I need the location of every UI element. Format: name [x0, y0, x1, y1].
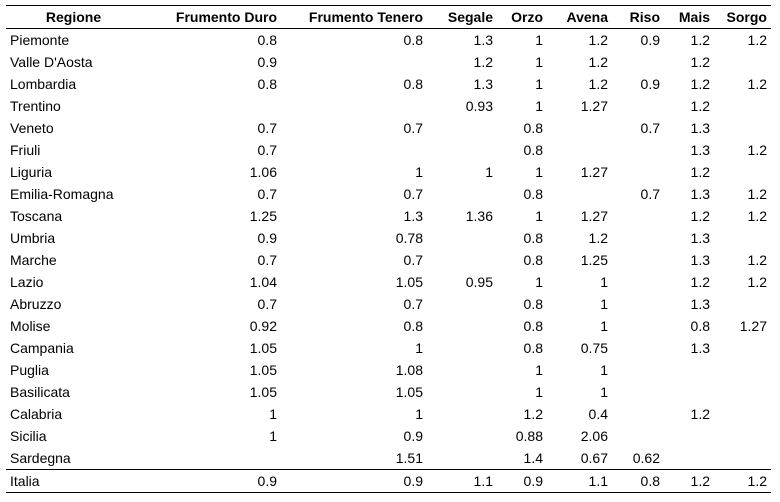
value-cell: 0.8 [257, 32, 277, 48]
value-cell [427, 227, 497, 249]
value-cell: 1.3 [690, 340, 710, 356]
value-cell [664, 381, 714, 403]
value-cell: 0.7 [403, 296, 423, 312]
value-cell [281, 95, 427, 117]
value-cell: 1.2 [747, 32, 767, 48]
value-cell: 1.2 [588, 230, 608, 246]
value-cell [141, 447, 281, 470]
value-cell: 0.7 [403, 252, 423, 268]
value-cell: 0.95 [465, 274, 493, 290]
value-cell: 1.2 [747, 252, 767, 268]
value-cell: 1.3 [690, 230, 710, 246]
value-cell: 1.2 [473, 54, 493, 70]
value-cell: 1.3 [473, 76, 493, 92]
table-row [6, 403, 771, 425]
value-cell: 1.3 [690, 252, 710, 268]
region-name-cell: Umbria [10, 230, 56, 246]
data-table-container [6, 5, 771, 493]
value-cell: 0.7 [257, 142, 277, 158]
value-cell [612, 227, 664, 249]
value-cell [714, 447, 771, 470]
value-cell: 1.05 [249, 384, 277, 400]
value-cell [547, 183, 612, 205]
value-cell [612, 425, 664, 447]
table-row [6, 359, 771, 381]
value-cell [612, 139, 664, 161]
region-name-cell: Valle D'Aosta [10, 54, 93, 70]
table-row [6, 205, 771, 227]
value-cell: 1.3 [690, 296, 710, 312]
value-cell: 1.04 [249, 274, 277, 290]
value-cell [714, 95, 771, 117]
value-cell: 1.3 [690, 120, 710, 136]
table-row [6, 271, 771, 293]
table-row [6, 139, 771, 161]
value-cell: 0.78 [395, 230, 423, 246]
value-cell: 1 [535, 384, 543, 400]
value-cell: 0.8 [523, 230, 543, 246]
value-cell: 0.88 [515, 428, 543, 444]
total-value-cell: 1.1 [588, 473, 608, 489]
region-name-cell: Lazio [10, 274, 44, 290]
column-header: Frumento Duro [175, 9, 277, 25]
value-cell [664, 425, 714, 447]
value-cell: 1.2 [747, 274, 767, 290]
value-cell: 1 [600, 384, 608, 400]
value-cell [427, 117, 497, 139]
value-cell: 0.8 [403, 76, 423, 92]
value-cell: 1.2 [690, 98, 710, 114]
value-cell: 1.2 [747, 142, 767, 158]
total-row [6, 470, 771, 493]
value-cell: 1 [415, 164, 423, 180]
value-cell: 1.2 [690, 76, 710, 92]
value-cell: 1.2 [690, 54, 710, 70]
region-name-cell: Abruzzo [10, 296, 62, 312]
value-cell: 0.67 [580, 450, 608, 466]
value-cell [427, 359, 497, 381]
value-cell [714, 293, 771, 315]
value-cell: 0.4 [588, 406, 608, 422]
value-cell: 0.8 [523, 318, 543, 334]
value-cell: 0.9 [257, 230, 277, 246]
value-cell: 0.7 [257, 120, 277, 136]
value-cell: 1 [535, 164, 543, 180]
column-header: Sorgo [726, 9, 767, 25]
value-cell: 1 [600, 274, 608, 290]
region-name-cell: Molise [10, 318, 51, 334]
value-cell: 1.2 [523, 406, 543, 422]
value-cell [427, 425, 497, 447]
value-cell: 2.06 [580, 428, 608, 444]
region-name-cell: Sicilia [10, 428, 47, 444]
value-cell [714, 425, 771, 447]
value-cell: 1.27 [580, 208, 608, 224]
table-row [6, 227, 771, 249]
value-cell: 0.7 [257, 296, 277, 312]
table-row [6, 337, 771, 359]
value-cell [547, 117, 612, 139]
region-name-cell: Veneto [10, 120, 54, 136]
value-cell: 1 [415, 340, 423, 356]
value-cell [664, 359, 714, 381]
total-value-cell: 1.2 [690, 473, 710, 489]
value-cell: 0.8 [523, 186, 543, 202]
value-cell: 0.7 [640, 186, 660, 202]
value-cell: 1.2 [588, 54, 608, 70]
table-body [6, 29, 771, 493]
value-cell: 0.8 [690, 318, 710, 334]
table-row [6, 73, 771, 95]
value-cell [714, 227, 771, 249]
value-cell [281, 51, 427, 73]
column-header: Mais [678, 9, 710, 25]
value-cell: 1 [600, 296, 608, 312]
value-cell: 1 [485, 164, 493, 180]
value-cell [547, 139, 612, 161]
value-cell: 0.7 [257, 186, 277, 202]
value-cell: 1.36 [465, 208, 493, 224]
value-cell: 1 [269, 406, 277, 422]
value-cell [427, 403, 497, 425]
total-value-cell: 0.9 [257, 473, 277, 489]
table-row [6, 29, 771, 52]
table-row [6, 161, 771, 183]
region-name-cell: Emilia-Romagna [10, 186, 114, 202]
region-name-cell: Marche [10, 252, 57, 268]
region-name-cell: Friuli [10, 142, 41, 158]
value-cell [612, 359, 664, 381]
table-row [6, 183, 771, 205]
value-cell: 0.8 [523, 142, 543, 158]
value-cell [612, 403, 664, 425]
value-cell: 1.05 [395, 274, 423, 290]
value-cell [714, 381, 771, 403]
region-name-cell: Toscana [10, 208, 63, 224]
value-cell: 1 [269, 428, 277, 444]
value-cell [427, 447, 497, 470]
value-cell [141, 95, 281, 117]
value-cell: 1.2 [747, 186, 767, 202]
value-cell: 0.9 [640, 32, 660, 48]
value-cell [427, 381, 497, 403]
value-cell [427, 337, 497, 359]
value-cell: 1.3 [403, 208, 423, 224]
region-name-cell: Sardegna [10, 450, 71, 466]
value-cell: 1.4 [523, 450, 543, 466]
value-cell [612, 381, 664, 403]
table-row [6, 249, 771, 271]
total-value-cell: 0.9 [403, 473, 423, 489]
total-value-cell: 0.9 [523, 473, 543, 489]
value-cell: 0.7 [403, 120, 423, 136]
value-cell: 0.8 [403, 32, 423, 48]
value-cell [612, 337, 664, 359]
value-cell: 1 [535, 362, 543, 378]
value-cell: 0.62 [632, 450, 660, 466]
value-cell [427, 139, 497, 161]
value-cell [281, 139, 427, 161]
value-cell [612, 205, 664, 227]
value-cell [612, 51, 664, 73]
value-cell [714, 51, 771, 73]
value-cell: 0.75 [580, 340, 608, 356]
value-cell: 0.9 [640, 76, 660, 92]
value-cell [714, 359, 771, 381]
value-cell: 0.7 [257, 252, 277, 268]
value-cell: 1 [535, 98, 543, 114]
value-cell: 1 [535, 76, 543, 92]
value-cell: 1 [535, 274, 543, 290]
region-name-cell: Basilicata [10, 384, 70, 400]
value-cell: 1 [535, 32, 543, 48]
value-cell: 1.05 [249, 362, 277, 378]
region-name-cell: Campania [10, 340, 74, 356]
value-cell [427, 183, 497, 205]
region-name-cell: Calabria [10, 406, 63, 422]
value-cell: 0.8 [523, 296, 543, 312]
value-cell: 0.8 [403, 318, 423, 334]
value-cell: 1.27 [580, 164, 608, 180]
value-cell: 1.05 [395, 384, 423, 400]
table-row [6, 293, 771, 315]
table-row [6, 381, 771, 403]
table-row [6, 425, 771, 447]
value-cell: 1.08 [395, 362, 423, 378]
value-cell: 1.3 [690, 186, 710, 202]
value-cell [612, 95, 664, 117]
value-cell: 0.8 [523, 120, 543, 136]
value-cell: 1.2 [690, 164, 710, 180]
value-cell: 1.2 [690, 406, 710, 422]
value-cell: 1 [415, 406, 423, 422]
total-label-cell: Italia [10, 473, 40, 489]
column-header: Segale [447, 9, 493, 25]
region-name-cell: Liguria [10, 164, 53, 180]
value-cell: 1.27 [739, 318, 767, 334]
value-cell: 0.7 [640, 120, 660, 136]
value-cell: 0.92 [249, 318, 277, 334]
value-cell [612, 315, 664, 337]
column-header: Orzo [511, 9, 543, 25]
column-header: Avena [566, 9, 608, 25]
value-cell [427, 315, 497, 337]
value-cell: 1 [600, 362, 608, 378]
value-cell: 1.3 [690, 142, 710, 158]
value-cell [612, 161, 664, 183]
value-cell [664, 447, 714, 470]
column-header: Regione [45, 9, 102, 25]
value-cell: 0.93 [465, 98, 493, 114]
value-cell: 1.27 [580, 98, 608, 114]
value-cell: 1.25 [580, 252, 608, 268]
table-row [6, 51, 771, 73]
value-cell: 1.25 [249, 208, 277, 224]
value-cell: 0.7 [403, 186, 423, 202]
value-cell [427, 293, 497, 315]
total-value-cell: 1.1 [473, 473, 493, 489]
region-name-cell: Lombardia [10, 76, 77, 92]
value-cell: 0.9 [257, 54, 277, 70]
table-row [6, 315, 771, 337]
value-cell: 1.3 [473, 32, 493, 48]
value-cell: 1.2 [588, 32, 608, 48]
value-cell [612, 293, 664, 315]
table-header-row [6, 6, 771, 29]
value-cell [714, 403, 771, 425]
value-cell: 1.2 [690, 32, 710, 48]
value-cell [714, 161, 771, 183]
value-cell [714, 337, 771, 359]
table-row [6, 117, 771, 139]
total-value-cell: 0.8 [640, 473, 660, 489]
value-cell: 1.2 [747, 76, 767, 92]
value-cell: 0.8 [257, 76, 277, 92]
value-cell: 1.06 [249, 164, 277, 180]
value-cell: 0.8 [523, 340, 543, 356]
value-cell: 1 [535, 208, 543, 224]
value-cell [427, 249, 497, 271]
value-cell: 1.51 [395, 450, 423, 466]
value-cell: 1 [600, 318, 608, 334]
value-cell: 1 [535, 54, 543, 70]
region-name-cell: Puglia [10, 362, 49, 378]
value-cell: 0.8 [523, 252, 543, 268]
column-header: Riso [629, 9, 660, 25]
value-cell: 1.2 [588, 76, 608, 92]
region-name-cell: Piemonte [10, 32, 70, 48]
value-cell [714, 117, 771, 139]
table-row [6, 447, 771, 470]
table-row [6, 95, 771, 117]
value-cell: 1.2 [690, 208, 710, 224]
region-name-cell: Trentino [10, 98, 61, 114]
column-header: Frumento Tenero [308, 9, 423, 25]
value-cell [612, 249, 664, 271]
cereal-yield-table [6, 5, 771, 493]
value-cell: 1.05 [249, 340, 277, 356]
total-value-cell: 1.2 [747, 473, 767, 489]
value-cell: 1.2 [690, 274, 710, 290]
value-cell [612, 271, 664, 293]
value-cell: 1.2 [747, 208, 767, 224]
value-cell: 0.9 [403, 428, 423, 444]
